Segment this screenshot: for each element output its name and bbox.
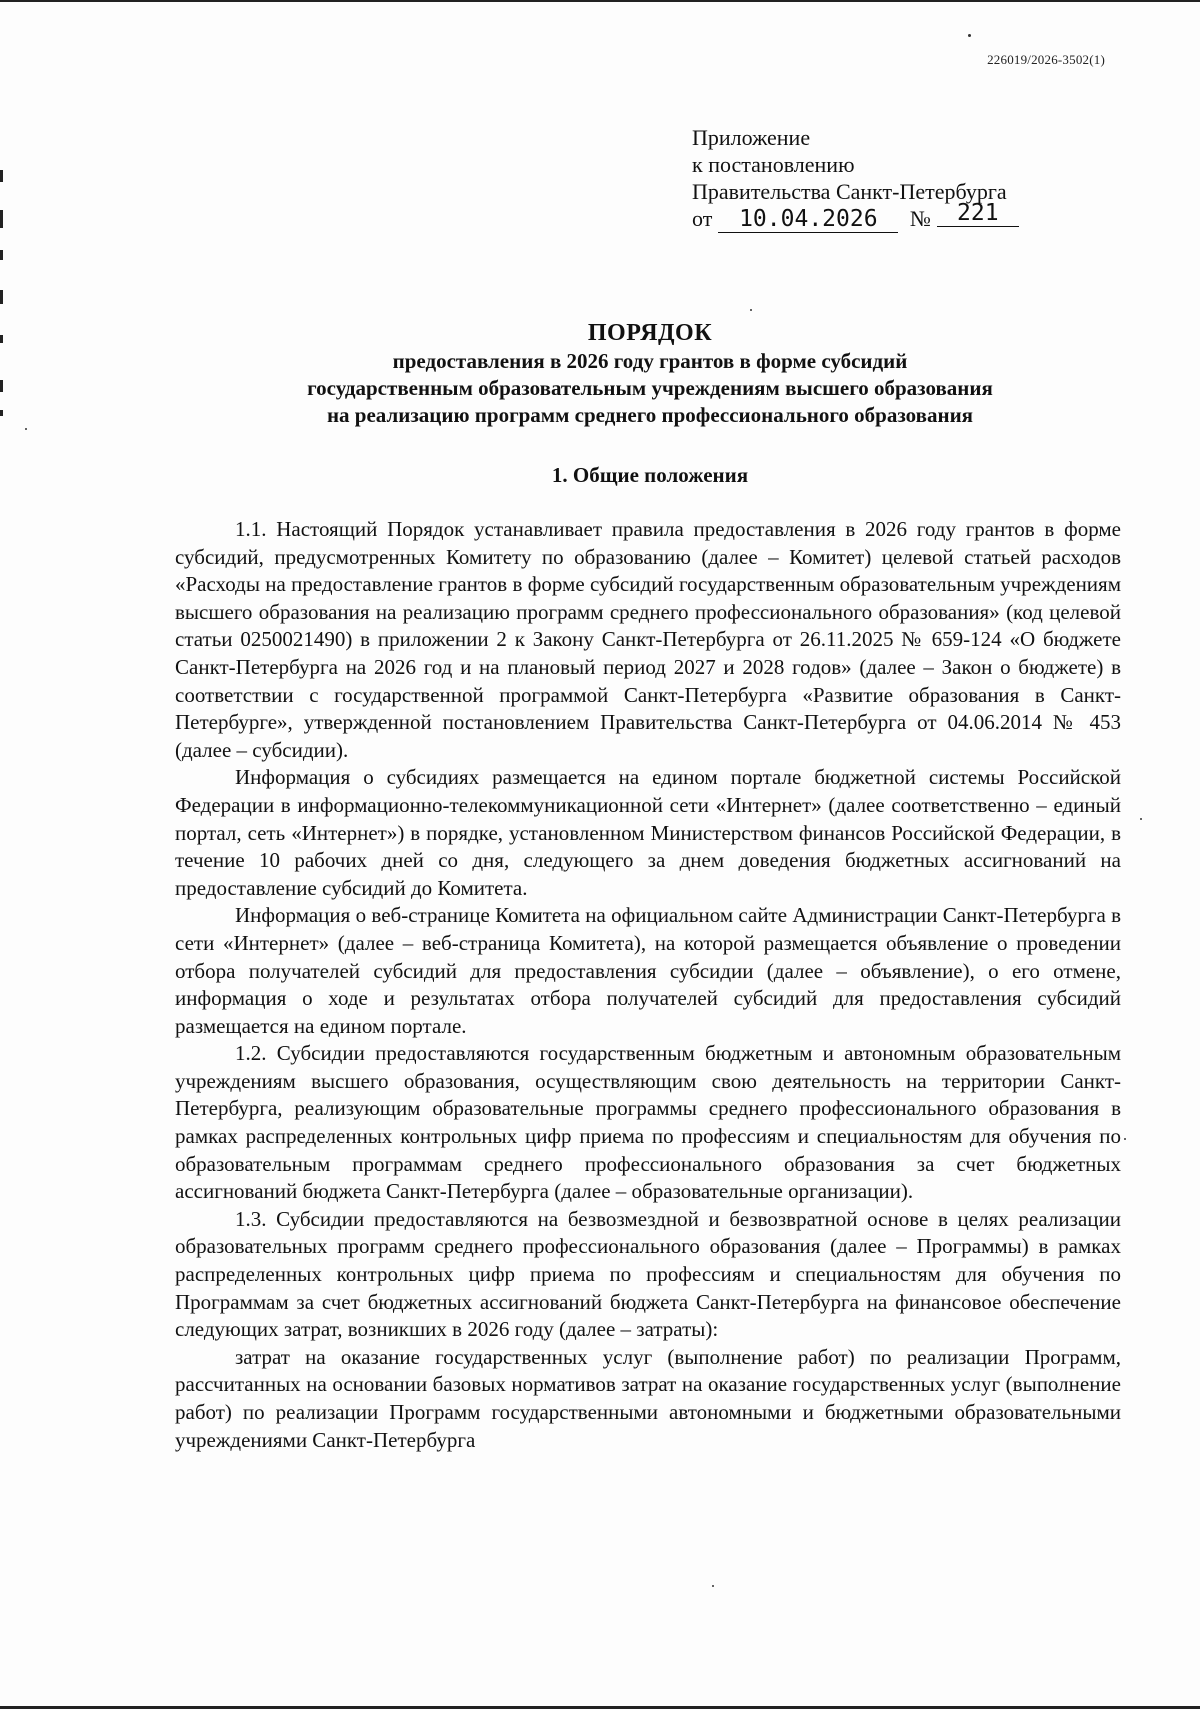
paragraph: 1.2. Субсидии предоставляются государственным бюджетным и автономным образовательным учреждениям высшего образования, осуществляющим свою деятельность на территории Санкт-Петербурга, реализующим образовательные программы среднего профессионального образования в рамках распределенных контрольных цифр приема по профессиям и специальностям для обучения по образовательным программам среднего профессионального образования за счет бюджетных ассигнований бюджета Санкт-Петербурга (далее – образовательные организации).	[175, 1041, 1121, 1204]
scan-dot	[968, 34, 971, 37]
scan-dot	[1140, 818, 1142, 820]
document-title	[150, 318, 1150, 429]
document-body	[175, 516, 1121, 1454]
section-heading: 1. Общие положения	[551, 463, 749, 487]
paragraph: Информация о субсидиях размещается на едином портале бюджетной системы Российской Федерации в информационно-телекоммуникационной сети «Интернет» (далее соответственно – единый портал, сеть «Интернет») в порядке, установленном Министерством финансов Российской Федерации, в течение 10 рабочих дней со дня, следующего за днем доведения бюджетных ассигнований на предоставление субсидий до Комитета.	[175, 765, 1121, 900]
scan-dot	[712, 1585, 714, 1587]
document-registration-code: 226019/2026-3502(1)	[987, 52, 1105, 67]
paragraph: затрат на оказание государственных услуг (выполнение работ) по реализации Программ, рассчитанных на основании базовых нормативов затрат на оказание государственных услуг (выполнение работ) по реализации Программ государственными автономными и бюджетными образовательными учреждениями Санкт-Петербурга	[175, 1344, 1121, 1452]
paragraph: 1.1. Настоящий Порядок устанавливает правила предоставления в 2026 году грантов в форме субсидий, предусмотренных Комитету по образованию (далее – Комитет) целевой статьей расходов «Расходы на предоставление грантов в форме субсидий государственным образовательным учреждениям высшего образования на реализацию программ среднего профессионального образования» (код целевой статьи 0250021490) в приложении 2 к Закону Санкт-Петербурга от 26.11.2025 № 659-124 «О бюджете Санкт-Петербурга на 2026 год и на плановый период 2027 и 2028 годов» (далее – Закон о бюджете) в соответствии с государственной программой Санкт-Петербурга «Развитие образования в Санкт-Петербурге», утвержденной постановлением Правительства Санкт-Петербурга от 04.06.2014 № 453 (далее – субсидии).	[175, 517, 1121, 762]
attachment-block	[692, 124, 1019, 233]
attachment-line: Приложение	[692, 125, 811, 150]
attachment-line: Правительства Санкт-Петербурга	[692, 179, 1007, 204]
page-top-border	[0, 0, 1200, 2]
title-line: государственным образовательным учреждениям высшего образования	[307, 376, 993, 400]
title-line: предоставления в 2026 году грантов в форме субсидий	[392, 349, 908, 373]
title-line: на реализацию программ среднего профессионального образования	[326, 403, 974, 427]
number-prefix: №	[909, 206, 931, 231]
resolution-number: 221	[937, 201, 1019, 227]
attachment-line: к постановлению	[692, 152, 855, 177]
resolution-date: 10.04.2026	[718, 207, 898, 233]
paragraph: 1.3. Субсидии предоставляются на безвозмездной и безвозвратной основе в целях реализации образовательных программ среднего профессионального образования (далее – Программы) в рамках распределенных контрольных цифр приема по профессиям и специальностям для обучения по Программам за счет бюджетных ассигнований бюджета Санкт-Петербурга на финансовое обеспечение следующих затрат, возникших в 2026 году (далее – затраты):	[175, 1206, 1121, 1342]
date-prefix: от	[692, 206, 713, 231]
scan-dot	[25, 428, 27, 430]
scan-dot	[1124, 1138, 1126, 1140]
attachment-date-row	[692, 200, 1019, 233]
scan-dot	[750, 309, 752, 311]
paragraph: Информация о веб-странице Комитета на официальном сайте Администрации Санкт-Петербурга в сети «Интернет» (далее – веб-страница Комитета), на которой размещается объявление о проведении отбора получателей субсидий для предоставления субсидии (далее – объявление), о его отмене, информация о ходе и результатах отбора получателей субсидий для предоставления субсидий размещается на едином портале.	[175, 903, 1121, 1038]
scan-edge-marks	[0, 150, 4, 450]
title-main: ПОРЯДОК	[587, 320, 713, 346]
